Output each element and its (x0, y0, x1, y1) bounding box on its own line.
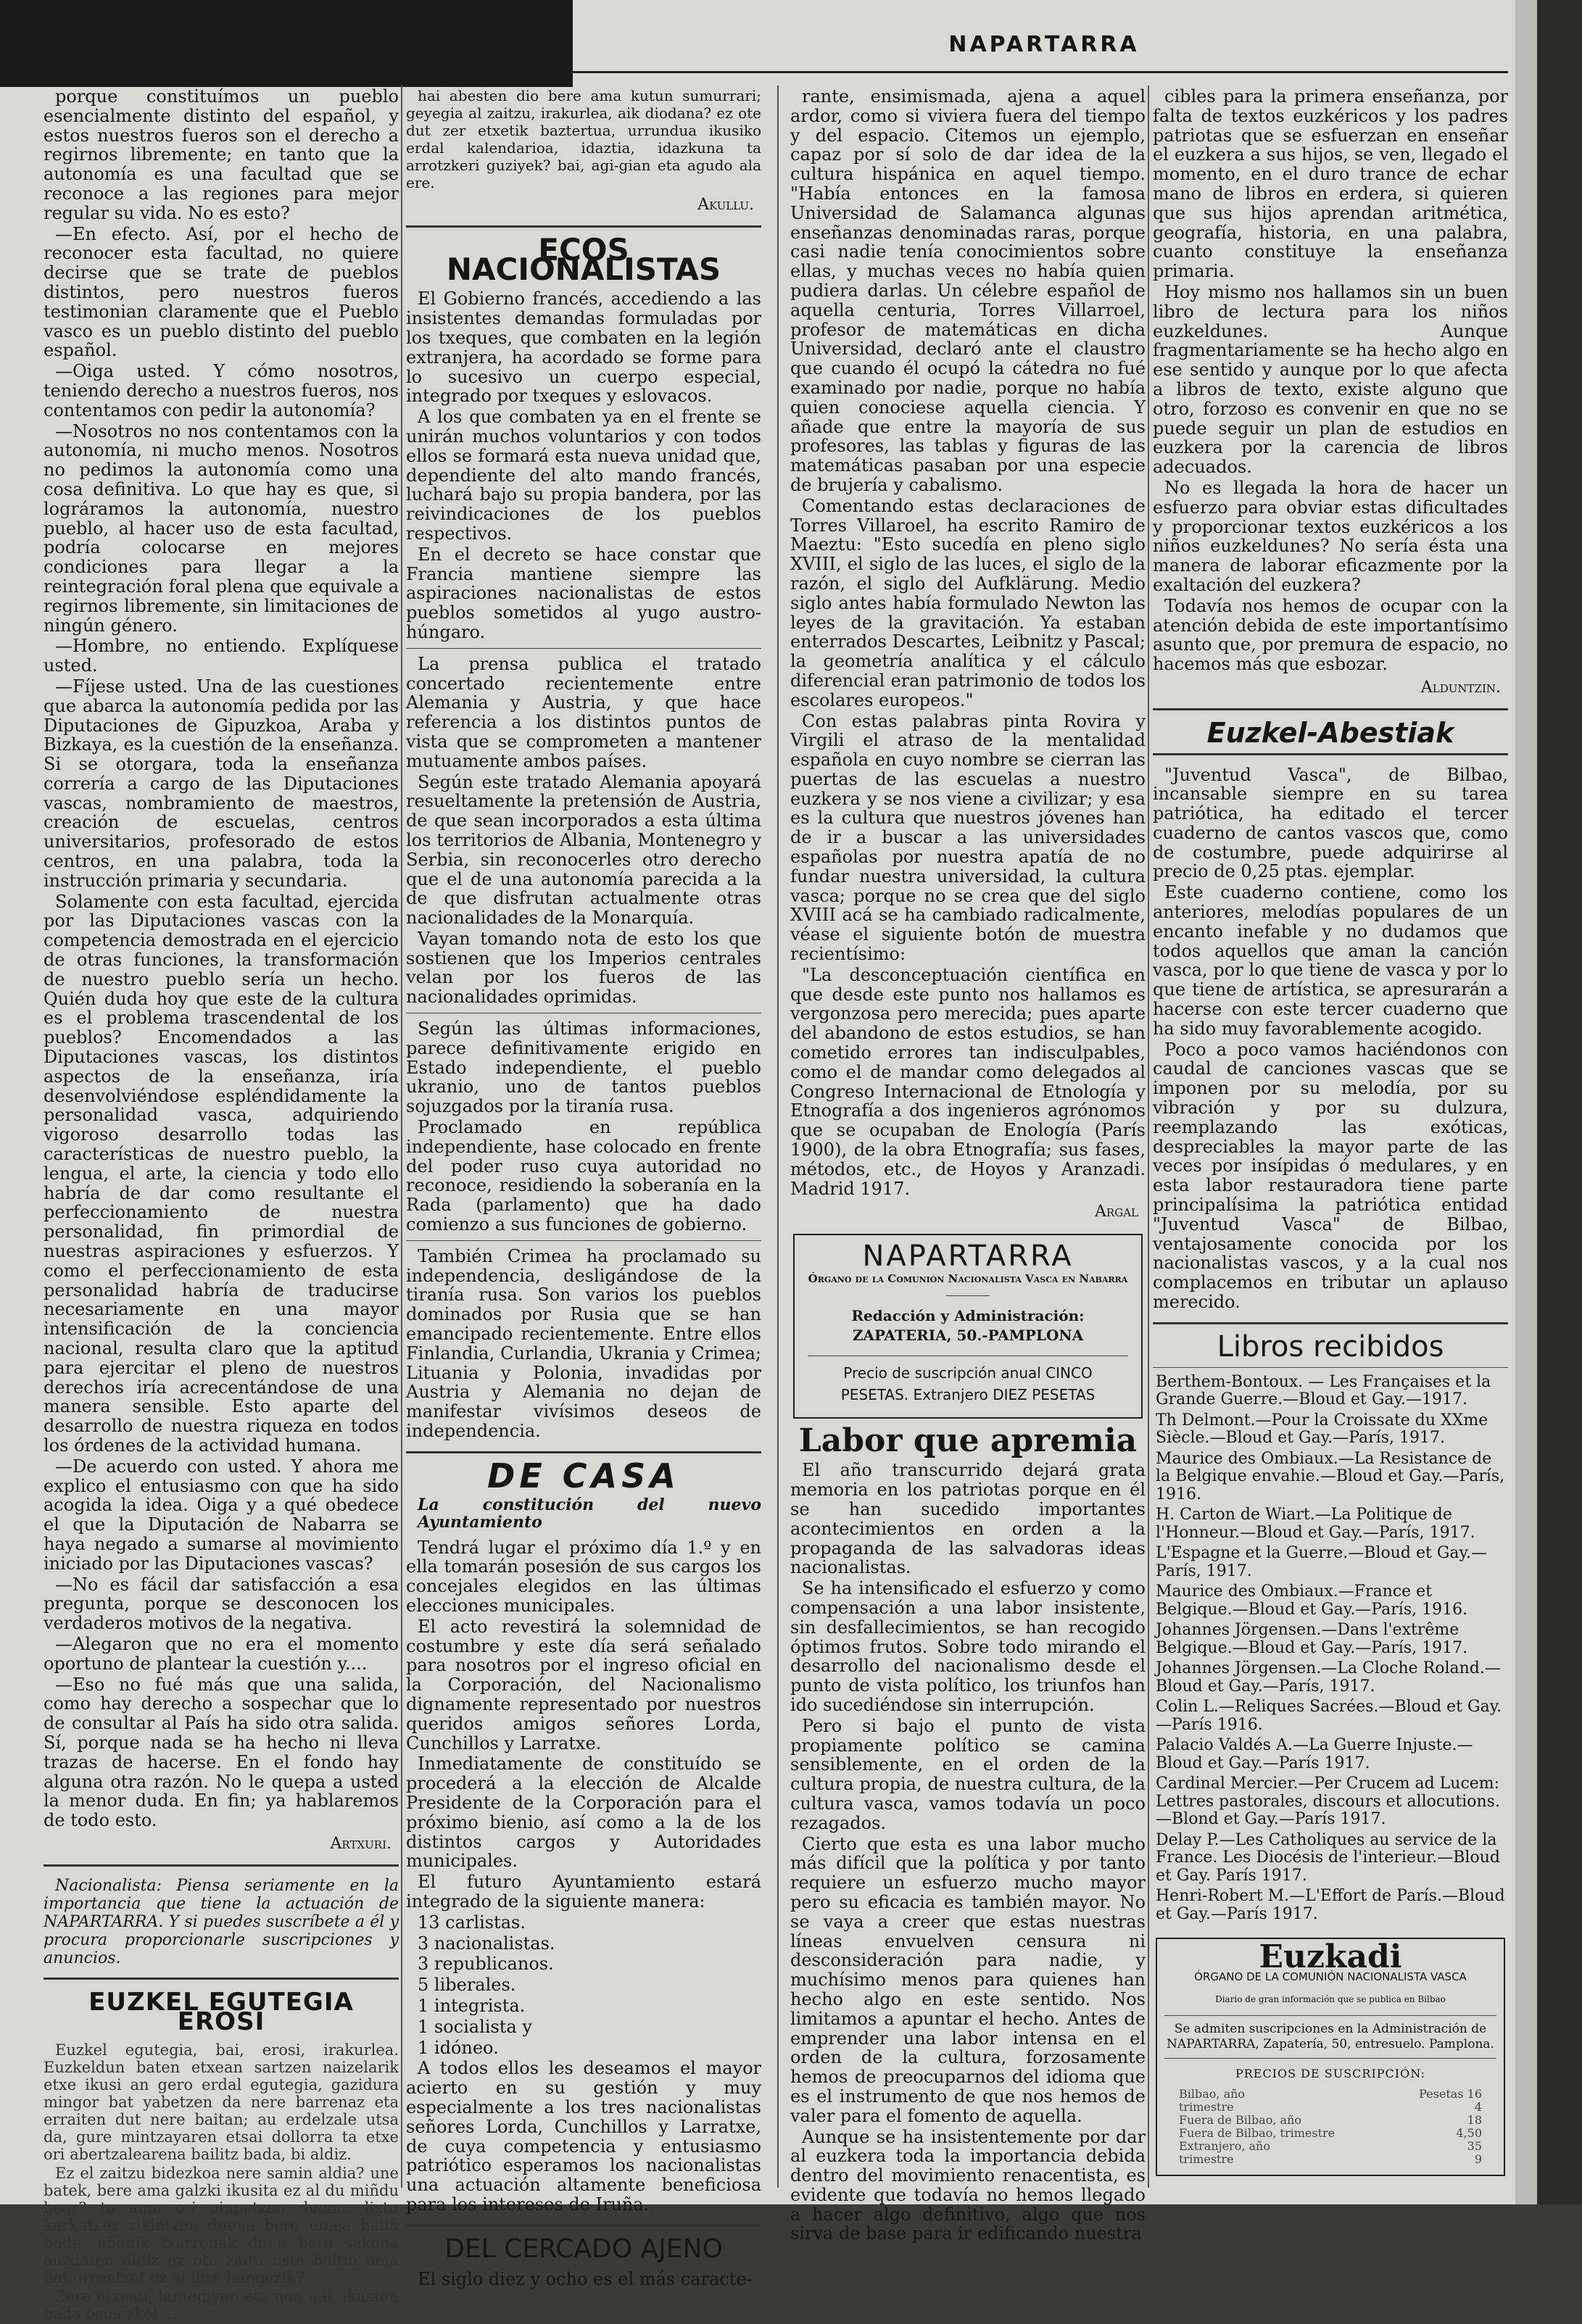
paragraph: Pero si bajo el punto de vista propiamente político se camina sensiblemente, en el orden de la cultura propia, de nuestra cultura, de la cultura vasca, vamos todavía un poco rezagados. (790, 1715, 1146, 1833)
paragraph: No es llegada la hora de hacer un esfuerzo para obviar estas dificultades y proporcionar textos euzkéricos a los niños euzkeldunes? No sería ésta una manera de laborar eficazmente por la exaltación del euzkera? (1153, 477, 1508, 595)
ecos-block (406, 289, 761, 642)
box-price: Precio de suscripción anual CINCO PESETAS. Extranjero DIEZ PESETAS (840, 1364, 1096, 1403)
signature: Artxuri. (330, 1834, 392, 1853)
council-item: 1 socialista y (418, 2016, 532, 2037)
decasa-closing: A todos ellos les deseamos el mayor acierto en su gestión y muy especialmente a los tres nacionalistas señores Lorda, Cunchillos y Larratxe, de cuya competencia y entusiasmo patriótico esperamos los nacionalistas una actuación altamente beneficiosa para los intereses de Iruña. (406, 2058, 761, 2215)
paragraph: El Gobierno francés, accediendo a las insistentes demandas formuladas por los txeques, que combaten en la legión extranjera, ha acordado se forme para lo sucesivo un cuerpo especial, integrado por txeques y eslovacos. (406, 289, 761, 407)
council-item: 1 integrista. (418, 1995, 526, 2016)
divider (1164, 2058, 1496, 2059)
divider (406, 1451, 761, 1453)
subscription-notice: Nacionalista: Piensa seriamente en la importancia que tiene la actuación de NAPARTARRA. Y si puedes suscríbete a él y procura proporcionarle suscripciones y anuncios. (44, 1876, 399, 1967)
paragraph: —Eso no fué más que una salida, como hay derecho a sospechar que lo de consultar al País ha sido otra salida. Sí, porque nada se ha hecho ni lleva trazas de hacerse. En el fondo hay alguna otra razón. No le quepa a usted la menor duda. En fin; ya hablaremos de todo esto. (44, 1674, 399, 1831)
cercado-text: El siglo diez y ocho es el más caracte- (418, 2268, 753, 2289)
council-item: 1 idóneo. (418, 2037, 499, 2058)
scan-border (1537, 0, 1582, 2204)
scan-shadow (0, 0, 573, 87)
book-entry: Colin L.—Reliques Sacrées.—Bloud et Gay.—París 1916. (1156, 1698, 1502, 1734)
paragraph: —Hombre, no entiendo. Explíquese usted. (44, 636, 399, 676)
divider (44, 1978, 399, 1980)
euzkadi-admits: Se admiten suscripciones en la Administración de NAPARTARRA, Zapatería, 50, entresuelo. Pamplona. (1167, 2021, 1494, 2051)
paragraph: —De acuerdo con usted. Y ahora me explico el entusiasmo con que ha sido acogida la idea. Oiga y a qué obedece el que la Diputación de Nabarra se haya negado a sumarse al movimiento iniciado por las Diputaciones vascas? (44, 1456, 399, 1574)
council-item: 5 liberales. (418, 1975, 516, 1996)
paragraph: El año transcurrido dejará grata memoria en los patriotas porque en él se han sucedido importantes acontecimientos en orden a la propaganda de las salvadoras ideas nacionalistas. (790, 1460, 1146, 1578)
cercado-title: DEL CERCADO AJENO (444, 2233, 723, 2264)
paragraph: rante, ensimismada, ajena a aquel ardor, como si viviera fuera del tiempo y del espacio. Citemos un ejemplo, capaz por sí solo de dar idea de la cultura hispánica en aquel tiempo. "Había entonces en la famosa Universidad de Salamanca algunas enseñanzas denominadas raras, porque casi nadie tenía conocimientos sobre ellas, y muchas veces no había quien pudiera darlas. Un célebre español de aquella centuria, Torres Villarroel, profesor de matemáticas en dicha Universidad, declaró ante el claustro que cuando él ocupó la cátedra no fué examinado por nadie, porque no había quien conociese aquella ciencia. Y añade que entre la mayoría de sus profesores, las tablas y figuras de las matemáticas pasaban por una especie de brujería y cabalismo. (790, 86, 1146, 495)
egutegia-title: EUZKEL EGUTEGIA EROSI (88, 1987, 354, 2036)
books-list (1153, 1374, 1508, 1924)
price-row (1164, 2088, 1496, 2101)
box-address: ZAPATERIA, 50.-PAMPLONA (852, 1326, 1084, 1344)
euzkadi-subtitle: ÓRGANO DE LA COMUNIÓN NACIONALISTA VASCA (1194, 1970, 1467, 1983)
price-value: 9 (1474, 2152, 1482, 2167)
paragraph: Hoy mismo nos hallamos sin un buen libro de lectura para los niños euzkeldunes. Aunque fragmentariamente se ha hecho algo en ese sentido y aunque por lo que afecta a libros de texto, existe alguno que otro, forzoso es convenir en que no se puede seguir un plan de estudios en euzkera por la carencia de libros adecuados. (1153, 281, 1508, 478)
price-label: Extranjero, año (1179, 2139, 1270, 2154)
book-entry: Palacio Valdés A.—La Guerre Injuste.—Bloud et Gay.—París 1917. (1156, 1736, 1473, 1772)
egutegia-text: Ez el zaitzu bidezkoa nere samin aldia? une batek, bere ama galzki ikusita ez al du miñdu bear? ta ama ori oinpetzen duena, lixtu karkatxez zikintzen duena bere umea baliñ bada, añenik txarrenak duen bere sakona auzdaten aldiz ez ote zaitu uste baltin ama bat orrentzat ez al dire laingezik? (44, 2165, 399, 2287)
column-3 (790, 87, 1146, 2245)
divider (406, 1240, 761, 1241)
price-row (1164, 2114, 1496, 2127)
price-value: Pesetas 16 (1419, 2087, 1482, 2101)
column-4 (1153, 87, 1508, 2188)
paragraph: —Nosotros no nos contentamos con la autonomía, ni mucho menos. Nosotros no pedimos la autonomía como una cosa definitiva. Lo que hay es que, si lográramos la autonomía, nuestro pueblo, al hacer uso de esta facultad, podría colocarse en mejores condiciones para llegar a la reintegración foral plena que equivale a regirnos libremente, sin limitaciones de ningún género. (44, 420, 399, 636)
paragraph: El futuro Ayuntamiento estará integrado de la siguiente manera: (406, 1872, 761, 1912)
price-row (1164, 2153, 1496, 2166)
paragraph: Este cuaderno contiene, como los anteriores, melodías populares de un encanto inefable y no dudamos que todos aquellos que aman la canción vasca, por lo que tiene de vasca y por lo que tiene de artística, se apresurarán a hacerse con este tercer cuaderno que ha sido muy favorablemente acogido. (1153, 882, 1508, 1039)
signature: Argal (1095, 1203, 1138, 1221)
book-entry: Johannes Jörgensen.—Dans l'extrême Belgique.—Bloud et Gay.—París, 1917. (1156, 1621, 1468, 1657)
egutegia-text: Zere etxean, lantegiyan eta non nai, ikusten bada osinezkel ... (44, 2288, 399, 2323)
price-row (1164, 2140, 1496, 2153)
divider (406, 648, 761, 649)
ecos-block (406, 1247, 761, 1441)
ecos-block (406, 1019, 761, 1234)
divider (44, 1864, 399, 1867)
napartarra-box (793, 1234, 1143, 1418)
price-value: 18 (1467, 2113, 1482, 2128)
paragraph: —Alegaron que no era el momento oportuno de plantear la cuestión y.... (44, 1633, 399, 1674)
labor-title: Labor que apremia (798, 1422, 1138, 1459)
abestiak-article (1153, 765, 1508, 1312)
egutegia-text: Euzkel egutegia, bai, erosi, irakurlea. Euzkeldun baten etxean sartzen naizelarik etxe ikusi an gero erdal egutegia, gazidura mingor bat yabetzen da nere barrenaz eta erraiten dut nere baitan; au erdelzale utsa da, gure mintzayaren etsai dollorra ta etxe ori abertzalearena bailitz bada, bi aldiz. (44, 2041, 399, 2164)
ecos-title: ECOS NACIONALISTAS (446, 231, 721, 287)
paragraph: Se ha intensificado el esfuerzo y como compensación a una labor insistente, sin desfallecimientos, se han recogido óptimos frutos. Sobre todo mirando el desarrollo del nacionalismo desde el punto de vista político, los triunfos han ido sucediéndose sin interrupción. (790, 1578, 1146, 1715)
euzkadi-title: Euzkadi (1259, 1938, 1402, 1976)
book-entry: Cardinal Mercier.—Per Crucem ad Lucem: Lettres pastorales, discours et allocutions.—Blond et Gay.—París 1917. (1156, 1775, 1500, 1829)
price-label: trimestre (1179, 2100, 1234, 2115)
book-entry: H. Carton de Wiart.—La Politique de l'Honneur.—Bloud et Gay.—París, 1917. (1156, 1506, 1475, 1542)
price-row (1164, 2127, 1496, 2140)
page-edge (1515, 0, 1537, 2204)
paragraph: Tendrá lugar el próximo día 1.º y en ella tomarán posesión de sus cargos los concejales elegidos en las últimas elecciones municipales. (406, 1537, 761, 1616)
paragraph: Vayan tomando nota de esto los que sostienen que los Imperios centrales velan por los fueros de las nacionalidades oprimidas. (406, 928, 761, 1008)
decasa-article (406, 1538, 761, 1912)
labor-article (790, 1461, 1146, 2244)
book-entry: Th Delmont.—Pour la Croissate du XXme Siècle.—Bloud et Gay.—París, 1917. (1156, 1411, 1488, 1448)
paragraph: Cierto que esta es una labor mucho más difícil que la política y por tanto requiere un esfuerzo mucho mayor pero su eficacia es también mayor. No se vaya a creer que estas nuestras líneas envuelven censura ni desconsideración para nadie, y muchísimo menos para quienes han hecho algo en este sentido. Nos limitamos a apuntar el hecho. Antes de emprender una labor intensa en el orden de la cultura, forzosamente hemos de preocuparnos del idioma que es el instrumento de que nos hemos de valer para el fomento de aquella. (790, 1833, 1146, 2126)
divider (1153, 1322, 1508, 1324)
culture-article (790, 87, 1146, 1198)
price-label: trimestre (1179, 2152, 1234, 2167)
column-2 (406, 87, 761, 2290)
paragraph: Aunque se ha insistentemente por dar al euzkera toda la importancia debida dentro del movimiento renacentista, es evidente que todavía no hemos llegado a hacer algo definitivo, algo que nos sirva de base para ir edificando nuestra (790, 2126, 1146, 2244)
paragraph: Poco a poco vamos haciéndonos con caudal de canciones vascas que se imponen por su melodía, por su vibración y por su dulzura, reemplazando las exóticas, despreciables la mayor parte de las veces por insípidas ó medulares, y en esta labor restauradora tiene parte principalísima la patriótica entidad "Juventud Vasca" de Bilbao, ventajosamente conocida por los nacionalistas vascos, y a la cual nos complacemos en tributar un aplauso merecido. (1153, 1039, 1508, 1313)
paragraph: El acto revestirá la solemnidad de costumbre y este día será señalado para nosotros por el ingreso oficial en la Corporación, del Nacionalismo dignamente representado por nuestros queridos amigos señores Lorda, Cunchillos y Larratxe. (406, 1616, 761, 1754)
paragraph: Con estas palabras pinta Rovira y Virgili el atraso de la mentalidad española en cuyo nombre se cierran las puertas de las escuelas a nuestro euzkera y se nos viene a civilizar; y esa es la cultura que nuestros jóvenes han de ir a buscar a las universidades españolas por nuestra apatía de no fundar nuestra universidad, la cultura vasca; porque no se crea que del siglo XVIII acá se ha cambiado radicalmente, véase el siguiente botón de muestra recientísimo: (790, 710, 1146, 965)
price-label: Fuera de Bilbao, año (1179, 2113, 1301, 2128)
divider (1153, 1367, 1508, 1368)
prices-table (1164, 2088, 1496, 2166)
paragraph: A los que combaten ya en el frente se unirán muchos voluntarios y con todos ellos se formará esta nueva unidad que, dependiente del alto mando francés, luchará bajo su propia bandera, por las reivindicaciones de los pueblos respectivos. (406, 407, 761, 544)
divider (1153, 708, 1508, 710)
paragraph: —Oiga usted. Y cómo nosotros, teniendo derecho a nuestros fueros, nos contentamos con pedir la autonomía? (44, 361, 399, 420)
book-entry: Maurice des Ombiaux.—La Resistance de la Belgique envahie.—Bloud et Gay.—París, 1916. (1156, 1449, 1505, 1503)
abestiak-title: Euzkel-Abestiak (1206, 716, 1454, 749)
libros-title: Libros recibidos (1217, 1329, 1444, 1364)
paragraph: Solamente con esta facultad, ejercida por las Diputaciones vascas con la competencia demostrada en el ejercicio de otras funciones, la transformación de nuestro pueblo sería un hecho. Quién duda hoy que este de la cultura es el problema trascendental de los pueblos? Encomendados a las Diputaciones vascas, los distintos aspectos de la enseñanza, iría desenvolviéndose espléndidamente la personalidad vasca, adquiriendo vigoroso desarrollo todas las características de nuestro pueblo, la lengua, el arte, la ciencia y todo ello habría de dar como resultante el perfeccionamiento de nuestra personalidad, fin primordial de nuestras aspiraciones y esfuerzos. Y como el perfeccionamiento de esta personalidad habría de traducirse necesariamente en una mayor intensificación de la conciencia nacional, resulta claro que la aptitud para ejercitar el pleno de nuestros derechos iría acrecentándose de una manera sensible. Esto aparte del desarrollo de nuestra riqueza en todos los órdenes de la actividad humana. (44, 891, 399, 1456)
price-value: 4,50 (1456, 2126, 1482, 2141)
price-label: Bilbao, año (1179, 2087, 1246, 2101)
price-row (1164, 2101, 1496, 2114)
paragraph: "La desconceptuación científica en que desde este punto nos hallamos es vergonzosa pero merecida; pues aparte del abandono de estos estudios, se han cometido errores tan indisculpables, como el de mandar como delegados al Congreso Internacional de Etnología y Etnografía a dos ingenieros agrónomos que se ocupaban de Enología (París 1900), de la obra Etnografía; sus fases, métodos, etc., de Hoyos y Aranzadi. Madrid 1917. (790, 964, 1146, 1199)
paragraph: —En efecto. Así, por el hecho de reconocer esta facultad, no quiere decirse que se trate de pueblos distintos, pero nuestros fueros testimonian claramente que el Pueblo vasco es un pueblo distinto del pueblo español. (44, 223, 399, 361)
paragraph: cibles para la primera enseñanza, por falta de textos euzkéricos y los padres patriotas que se esfuerzan en enseñar el euzkera a sus hijos, se ven, llegado el momento, en el duro trance de echar mano de libros en erdera, si quieren que sus hijos aprendan aritmética, geografía, historia, en una palabra, cuanto constituye la enseñanza primaria. (1153, 86, 1508, 282)
council-list (406, 1913, 761, 2058)
signature: Akullu. (697, 196, 754, 214)
column-divider (401, 86, 402, 2188)
paragraph: Según las últimas informaciones, parece definitivamente erigido en Estado independiente, el pueblo ukranio, uno de tantos pueblos sojuzgados por la tiranía rusa. (406, 1018, 761, 1117)
masthead: NAPARTARRA (948, 32, 1140, 57)
price-value: 35 (1467, 2139, 1482, 2154)
box-subtitle: Órgano de la Comunión Nacionalista Vasca en Nabarra (808, 1272, 1128, 1286)
paragraph: En el decreto se hace constar que Francia mantiene siempre las aspiraciones nacionalistas de estos pueblos sometidos al yugo austro-húngaro. (406, 544, 761, 642)
column-divider (1148, 86, 1149, 2188)
prices-title: PRECIOS DE SUSCRIPCIÓN: (1235, 2066, 1426, 2080)
textbook-article (1153, 87, 1508, 674)
book-entry: Johannes Jörgensen.—La Cloche Roland.—Bloud et Gay.—París, 1917. (1156, 1659, 1501, 1696)
paragraph: "Juventud Vasca", de Bilbao, incansable siempre en su tarea patriótica, ha editado el tercer cuaderno de cantos vascos que, como de costumbre, puede adquirirse al precio de 0,25 ptas. ejemplar. (1153, 764, 1508, 882)
decasa-title: DE CASA (487, 1456, 680, 1495)
column-divider (777, 86, 779, 2188)
divider (1153, 753, 1508, 755)
book-entry: Maurice des Ombiaux.—France et Belgique.—Bloud et Gay.—París, 1916. (1156, 1582, 1468, 1619)
paragraph: La prensa publica el tratado concertado recientemente entre Alemania y Austria, y que hace referencia a los distintos puntos de vista que se comprometen a mantener mutuamente ambos países. (406, 653, 761, 771)
book-entry: L'Espagne et la Guerre.—Bloud et Gay.—París, 1917. (1156, 1544, 1488, 1580)
paragraph: Inmediatamente de constituído se procederá a la elección de Alcalde Presidente de la Corporación para el próximo bienio, así como a la de los distintos cargos y Autoridades municipales. (406, 1754, 761, 1872)
price-value: 4 (1474, 2100, 1482, 2115)
signature: Alduntzin. (1420, 678, 1501, 697)
dialogue-article (44, 87, 399, 1830)
council-item: 13 carlistas. (418, 1912, 526, 1933)
divider (946, 1295, 990, 1296)
divider (1164, 2015, 1496, 2016)
decasa-subheading: La constitución del nuevo Ayuntamiento (418, 1495, 761, 1532)
paragraph: Comentando estas declaraciones de Torres Villaroel, ha escrito Ramiro de Maeztu: "Esto sucedía en pleno siglo XVIII, el siglo de las luces, el siglo de la razón, el siglo del Aufklärung. Medio siglo antes había formulado Newton las leyes de la gravitación. Ya estaban enterrados Descartes, Leibnitz y Pascal; la geometría analítica y el cálculo diferencial eran patrimonio de todos los escolares europeos." (790, 495, 1146, 710)
ecos-block (406, 655, 761, 1007)
column-1 (44, 87, 399, 2324)
paragraph: —Fíjese usted. Una de las cuestiones que abarca la autonomía pedida por las Diputaciones de Gipuzkoa, Araba y Bizkaya, es la cuestión de la enseñanza. Si se otorgara, toda la enseñanza correría a cargo de las Diputaciones vascas, nombramiento de maestros, creación de escuelas, centros universitarios, profesorado de estos centros, en una palabra, toda la instrucción primaria y secundaria. (44, 676, 399, 891)
paragraph: Todavía nos hemos de ocupar con la atención debida de este importantísimo asunto que, por premura de espacio, no hacemos más que esbozar. (1153, 595, 1508, 675)
divider (406, 2225, 761, 2227)
book-entry: Henri-Robert M.—L'Effort de París.—Bloud et Gay.—París 1917. (1156, 1887, 1505, 1923)
euzkadi-tagline: Diario de gran información que se publica en Bilbao (1215, 1993, 1446, 2004)
book-entry: Berthem-Bontoux. — Les Françaises et la Grande Guerre.—Bloud et Gay.—1917. (1156, 1372, 1491, 1409)
box-title: NAPARTARRA (862, 1240, 1074, 1274)
euskara-text: hai abesten dio bere ama kutun sumurrari; geyegia al zaitzu, irakurlea, aik diodana? ez ote dut zer etxetik baztertua, urrundua ikusiko erdal kalendarioa, idaztia, idazkuna ta arrotzkeri guziyek? bai, agi-gian eta agudo ala ere. (406, 87, 761, 191)
council-item: 3 republicanos. (418, 1954, 554, 1975)
paragraph: Proclamado en república independiente, hase colocado en frente del poder ruso cuya autoridad no reconoce, residiendo la soberanía en la Rada (parlamento) que ha dado comienzo a sus funciones de gobierno. (406, 1117, 761, 1235)
divider (406, 225, 761, 228)
paragraph: porque constituímos un pueblo esencialmente distinto del español, y estos nuestros fueros son el derecho a regirnos libremente; en tanto que la autonomía es una facultad que se reconoce a las regiones para mejor regular su vida. No es esto? (44, 86, 399, 223)
box-admin-label: Redacción y Administración: (851, 1307, 1085, 1325)
paragraph: Según este tratado Alemania apoyará resueltamente la pretensión de Austria, de que sean incorporados a esta última los territorios de Albania, Montenegro y Serbia, sin reconocerles otro derecho que el de una autonomía parecida a la de que disfrutan actualmente otras nacionalidades de la Monarquía. (406, 771, 761, 929)
paragraph: —No es fácil dar satisfacción a esa pregunta, porque se desconocen los verdaderos motivos de la negativa. (44, 1574, 399, 1634)
council-item: 3 nacionalistas. (418, 1933, 555, 1954)
euzkadi-box (1156, 1938, 1505, 2176)
book-entry: Delay P.—Les Catholiques au service de la France. Les Diocésis de l'interieur.—Bloud et Gay. París 1917. (1156, 1830, 1500, 1885)
paragraph: También Crimea ha proclamado su independencia, desligándose de la tiranía rusa. Son varios los pueblos dominados por Rusia que se han emancipado recientemente. Entre ellos Finlandia, Curlandia, Ukrania y Crimea; Lituania y Polonia, invadidas por Austria y Alemania no dejan de manifestar vivísimos deseos de independencia. (406, 1245, 761, 1442)
masthead-rule (573, 71, 1508, 73)
price-label: Fuera de Bilbao, trimestre (1179, 2126, 1335, 2141)
